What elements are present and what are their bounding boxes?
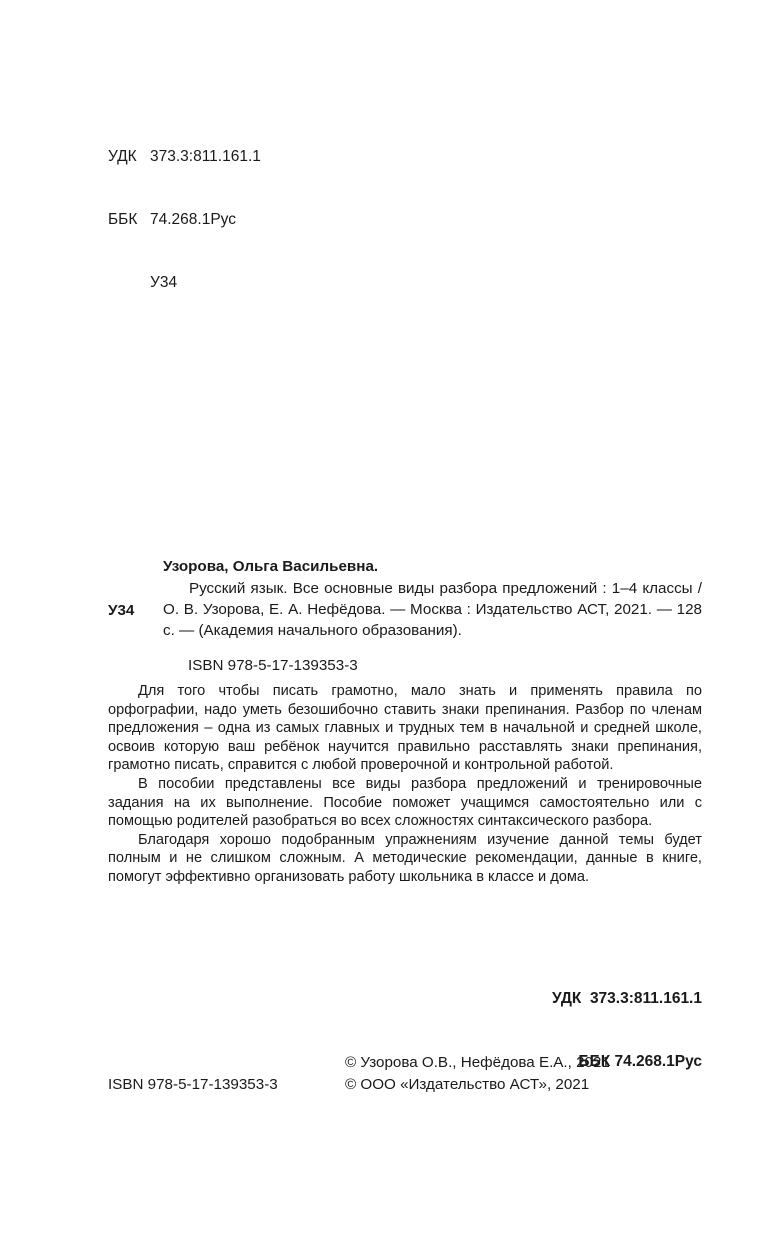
- annotation-paragraph: Для того чтобы писать грамотно, мало знать и применять правила по орфографии, надо уметь безошибочно ставить знаки препинания. Разбор по членам предложения – одна из самых главных и трудных тем в начальной и средней школе, освоив которую ваш ребёнок научится правильно расставлять знаки препинания, грамотно писать, справится с любой проверочной и контрольной работой.: [108, 683, 702, 774]
- classification-block-top: [108, 104, 261, 335]
- biblio-body: [108, 578, 702, 641]
- udk-row-bottom: УДК 373.3:811.161.1: [551, 990, 702, 1007]
- udk-value-top: 373.3:811.161.1: [150, 148, 261, 165]
- bbk-label-top: ББК: [108, 211, 138, 228]
- biblio-isbn: ISBN 978-5-17-139353-3: [188, 657, 358, 674]
- bbk-row-bottom: ББК 74.268.1Рус: [578, 1053, 702, 1070]
- bbk-row-top: [108, 209, 261, 230]
- copyright-authors: © Узорова О.В., Нефёдова Е.А., 2021: [345, 1054, 610, 1071]
- annotation-paragraph: В пособии представлены все виды разбора предложений и тренировочные задания на их выполнение. Пособие поможет учащимся самостоятельно или с помощью родителей разобраться во всех сложностях синтаксического разбора.: [108, 775, 702, 830]
- annotation-block: [108, 682, 702, 887]
- bbk-value-top: 74.268.1Рус: [150, 211, 236, 228]
- copyright-publisher: © ООО «Издательство АСТ», 2021: [345, 1076, 590, 1093]
- footer-grid: [108, 1052, 702, 1096]
- page-footer: [108, 1052, 702, 1096]
- shelf-mark-top: У34: [150, 274, 178, 291]
- bibliographic-record: [108, 556, 702, 676]
- annotation-paragraph: Благодаря хорошо подобранным упражнениям изучение данной темы будет полным и не слишком сложным. А методические рекомендации, данные в книге, помогут эффективно организовать работу школьника в классе и дома.: [108, 831, 702, 885]
- udk-row-top: [108, 146, 261, 167]
- biblio-description: Русский язык. Все основные виды разбора предложений : 1–4 классы / О. В. Узорова, Е. А. Нефёдова. — Москва : Издательство АСТ, 2021. — 128 с. — (Академия начального образования).: [163, 580, 702, 639]
- footer-isbn: ISBN 978-5-17-139353-3: [108, 1076, 278, 1093]
- shelf-mark-row-top: [108, 272, 261, 293]
- biblio-author-heading: Узорова, Ольга Васильевна.: [163, 558, 379, 575]
- biblio-shelf-mark: У34: [108, 602, 135, 619]
- udk-label-top: УДК: [108, 148, 137, 165]
